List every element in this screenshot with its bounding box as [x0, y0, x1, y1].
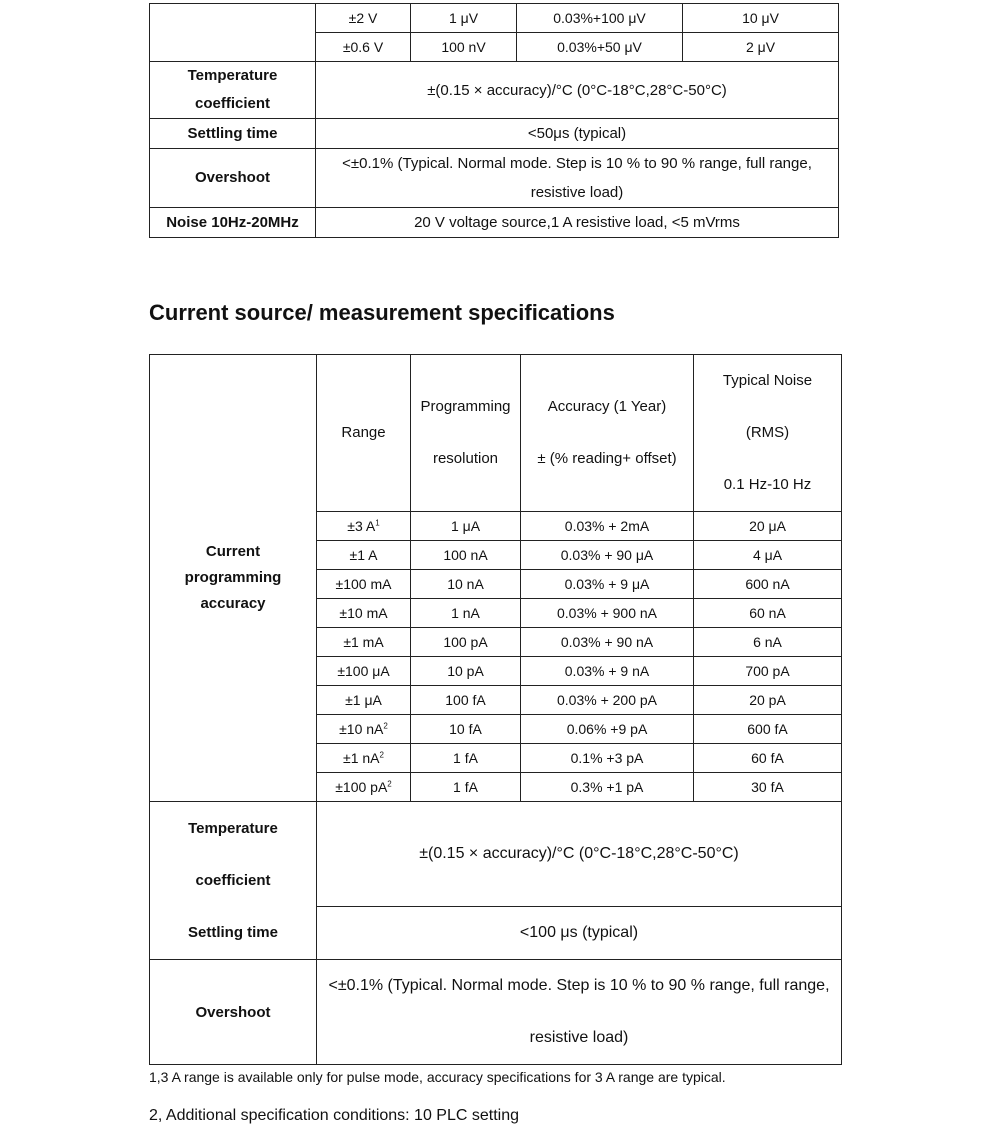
- label-line: coefficient: [194, 95, 270, 112]
- range-cell: [317, 744, 411, 773]
- accuracy-cell: 0.03%+100 μV: [517, 4, 683, 33]
- resolution-cell: 100 nV: [411, 33, 517, 62]
- accuracy-cell: 0.03% + 2mA: [521, 512, 694, 541]
- range-header: Range: [317, 355, 411, 512]
- noise-cell: 20 μA: [694, 512, 842, 541]
- footnote-marker: 1: [375, 518, 380, 528]
- resolution-cell: 10 fA: [411, 715, 521, 744]
- noise-cell: 10 μV: [683, 4, 839, 33]
- range-text: ±100 pA: [335, 779, 388, 795]
- overshoot-line: <±0.1% (Typical. Normal mode. Step is 10 % to 90 % range, full range,: [328, 977, 830, 994]
- range-cell: [317, 599, 411, 628]
- resolution-cell: 10 nA: [411, 570, 521, 599]
- resolution-cell: 1 fA: [411, 773, 521, 802]
- range-cell: [317, 773, 411, 802]
- accuracy-cell: 0.3% +1 pA: [521, 773, 694, 802]
- range-text: ±10 nA: [339, 721, 384, 737]
- noise-cell: 600 fA: [694, 715, 842, 744]
- header-line: resolution: [432, 450, 499, 467]
- noise-cell: 700 pA: [694, 657, 842, 686]
- resolution-cell: 1 μA: [411, 512, 521, 541]
- header-line: ± (% reading+ offset): [537, 450, 677, 467]
- noise-value: 20 V voltage source,1 A resistive load, <5 mVrms: [316, 208, 839, 238]
- temperature-coefficient-label: [150, 802, 317, 960]
- settling-time-label: Settling time: [150, 119, 316, 149]
- range-cell: [317, 715, 411, 744]
- label-line: programming: [184, 569, 282, 586]
- accuracy-cell: 0.03% + 90 nA: [521, 628, 694, 657]
- range-cell: ±0.6 V: [316, 33, 411, 62]
- noise-cell: 600 nA: [694, 570, 842, 599]
- accuracy-cell: 0.1% +3 pA: [521, 744, 694, 773]
- range-text: ±1 mA: [343, 634, 384, 650]
- noise-cell: 6 nA: [694, 628, 842, 657]
- accuracy-cell: 0.03% + 9 μA: [521, 570, 694, 599]
- settling-time-value: <50μs (typical): [316, 119, 839, 149]
- settling-time-value: <100 μs (typical): [317, 907, 842, 960]
- noise-cell: 30 fA: [694, 773, 842, 802]
- range-text: ±1 A: [349, 547, 378, 563]
- overshoot-value: [317, 960, 842, 1065]
- range-cell: [317, 570, 411, 599]
- overshoot-line: <±0.1% (Typical. Normal mode. Step is 10 % to 90 % range, full range,: [342, 155, 812, 172]
- footnote-marker: 2: [383, 721, 388, 731]
- blank-cell: [150, 4, 316, 62]
- accuracy-cell: 0.03% + 9 nA: [521, 657, 694, 686]
- settling-time-label: Settling time: [187, 923, 278, 941]
- range-text: ±3 A: [347, 518, 376, 534]
- resolution-cell: 100 fA: [411, 686, 521, 715]
- noise-cell: 2 μV: [683, 33, 839, 62]
- label-line: accuracy: [200, 595, 266, 612]
- temperature-coefficient-value: ±(0.15 × accuracy)/°C (0°C-18°C,28°C-50°C): [316, 62, 839, 119]
- accuracy-header: [521, 355, 694, 512]
- accuracy-cell: 0.03% + 900 nA: [521, 599, 694, 628]
- range-text: ±1 μA: [345, 692, 382, 708]
- accuracy-cell: 0.03% + 90 μA: [521, 541, 694, 570]
- range-cell: [317, 541, 411, 570]
- noise-header: [694, 355, 842, 512]
- noise-cell: 20 pA: [694, 686, 842, 715]
- header-line: 0.1 Hz-10 Hz: [723, 476, 812, 493]
- footnote-marker: 2: [387, 779, 392, 789]
- resolution-cell: 100 pA: [411, 628, 521, 657]
- header-line: Accuracy (1 Year): [547, 398, 667, 415]
- header-line: (RMS): [745, 424, 790, 441]
- range-text: ±100 mA: [335, 576, 392, 592]
- range-text: ±10 mA: [339, 605, 388, 621]
- label-line: Temperature: [187, 67, 278, 84]
- range-cell: [317, 628, 411, 657]
- label-line: Temperature: [188, 819, 278, 837]
- noise-cell: 60 fA: [694, 744, 842, 773]
- temperature-coefficient-label: [150, 62, 316, 119]
- overshoot-line: resistive load): [530, 184, 624, 201]
- range-cell: [317, 657, 411, 686]
- resolution-cell: 10 pA: [411, 657, 521, 686]
- overshoot-label: Overshoot: [150, 960, 317, 1065]
- range-cell: ±2 V: [316, 4, 411, 33]
- resolution-header: [411, 355, 521, 512]
- label-line: Current: [205, 543, 261, 560]
- overshoot-value: [316, 149, 839, 208]
- noise-label: Noise 10Hz-20MHz: [150, 208, 316, 238]
- overshoot-line: resistive load): [529, 1029, 629, 1046]
- header-line: Typical Noise: [722, 372, 813, 389]
- accuracy-cell: 0.03%+50 μV: [517, 33, 683, 62]
- footnote-marker: 2: [379, 750, 384, 760]
- section-title: Current source/ measurement specifications: [149, 300, 615, 325]
- resolution-cell: 1 fA: [411, 744, 521, 773]
- temperature-coefficient-value: ±(0.15 × accuracy)/°C (0°C-18°C,28°C-50°C): [317, 802, 842, 907]
- current-programming-accuracy-label: [150, 355, 317, 802]
- range-text: ±1 nA: [343, 750, 380, 766]
- noise-cell: 4 μA: [694, 541, 842, 570]
- range-cell: [317, 686, 411, 715]
- resolution-cell: 100 nA: [411, 541, 521, 570]
- range-cell: [317, 512, 411, 541]
- resolution-cell: 1 μV: [411, 4, 517, 33]
- footnote-1: 1,3 A range is available only for pulse mode, accuracy specifications for 3 A range are typical.: [149, 1069, 726, 1085]
- overshoot-label: Overshoot: [150, 149, 316, 208]
- footnote-2: 2, Additional specification conditions: 10 PLC setting: [149, 1107, 520, 1124]
- noise-cell: 60 nA: [694, 599, 842, 628]
- voltage-spec-table: [149, 3, 839, 238]
- range-text: ±100 μA: [337, 663, 390, 679]
- resolution-cell: 1 nA: [411, 599, 521, 628]
- table-row: [150, 4, 839, 33]
- accuracy-cell: 0.03% + 200 pA: [521, 686, 694, 715]
- header-line: Programming: [420, 398, 511, 415]
- label-line: coefficient: [195, 871, 271, 889]
- accuracy-cell: 0.06% +9 pA: [521, 715, 694, 744]
- current-spec-table: [149, 354, 842, 1065]
